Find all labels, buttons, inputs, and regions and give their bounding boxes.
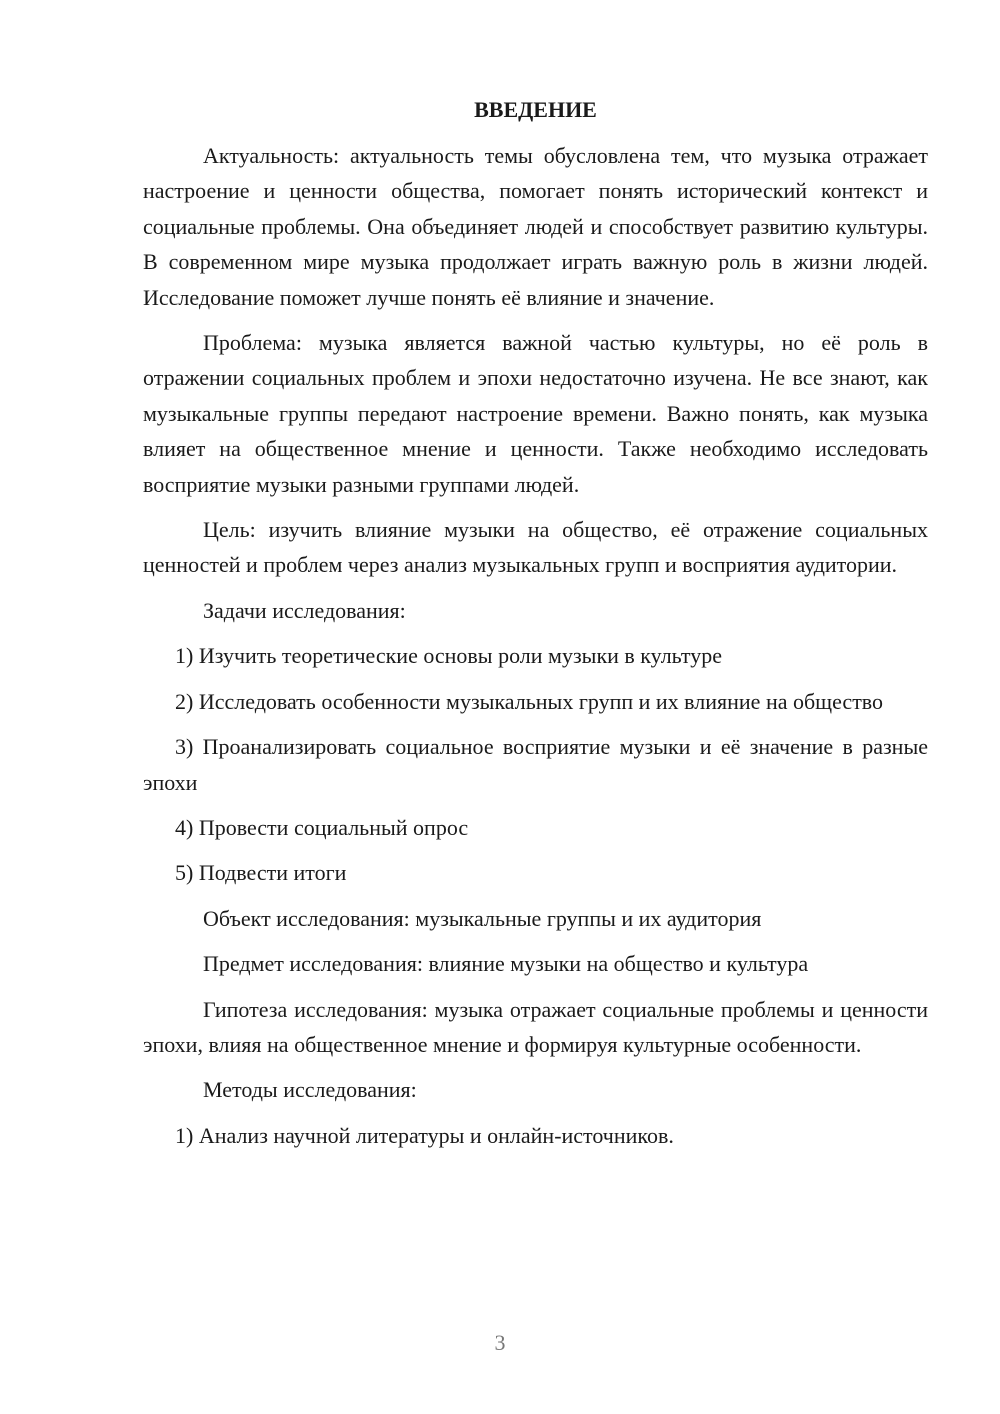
page-number: 3 — [494, 1330, 506, 1355]
method-item-1: 1) Анализ научной литературы и онлайн-источников. — [175, 1122, 674, 1148]
task-item-3: 3) Проанализировать социальное восприятие музыки и её значение в разные эпохи — [143, 734, 928, 795]
methods-heading: Методы исследования: — [203, 1077, 417, 1103]
document-page — [143, 94, 928, 1163]
hypothesis-paragraph: Гипотеза исследования: музыка отражает социальные проблемы и ценности эпохи, влияя на общественное мнение и формируя культурные особенности. — [143, 996, 928, 1057]
goal-paragraph: Цель: изучить влияние музыки на общество, её отражение социальных ценностей и проблем через анализ музыкальных групп и восприятия аудитории. — [143, 517, 928, 578]
task-item-4: 4) Провести социальный опрос — [175, 814, 469, 840]
tasks-heading: Задачи исследования: — [203, 597, 406, 623]
relevance-paragraph: Актуальность: актуальность темы обусловлена тем, что музыка отражает настроение и ценности общества, помогает понять исторический контекст и социальные проблемы. Она объединяет людей и способствует развитию культуры. В современном мире музыка продолжает играть важную роль в жизни людей. Исследование поможет лучше понять её влияние и значение. — [143, 143, 928, 310]
problem-paragraph: Проблема: музыка является важной частью культуры, но её роль в отражении социальных проблем и эпохи недостаточно изучена. Не все знают, как музыкальные группы передают настроение времени. Важно понять, как музыка влияет на общественное мнение и ценности. Также необходимо исследовать восприятие музыки разными группами людей. — [143, 330, 928, 497]
task-item-1: 1) Изучить теоретические основы роли музыки в культуре — [175, 643, 722, 669]
task-item-2: 2) Исследовать особенности музыкальных групп и их влияние на общество — [175, 688, 884, 714]
subject-paragraph: Предмет исследования: влияние музыки на общество и культура — [203, 951, 809, 977]
task-item-5: 5) Подвести итоги — [175, 860, 347, 886]
section-title: ВВЕДЕНИЕ — [474, 97, 597, 122]
object-paragraph: Объект исследования: музыкальные группы и их аудитория — [203, 905, 762, 931]
